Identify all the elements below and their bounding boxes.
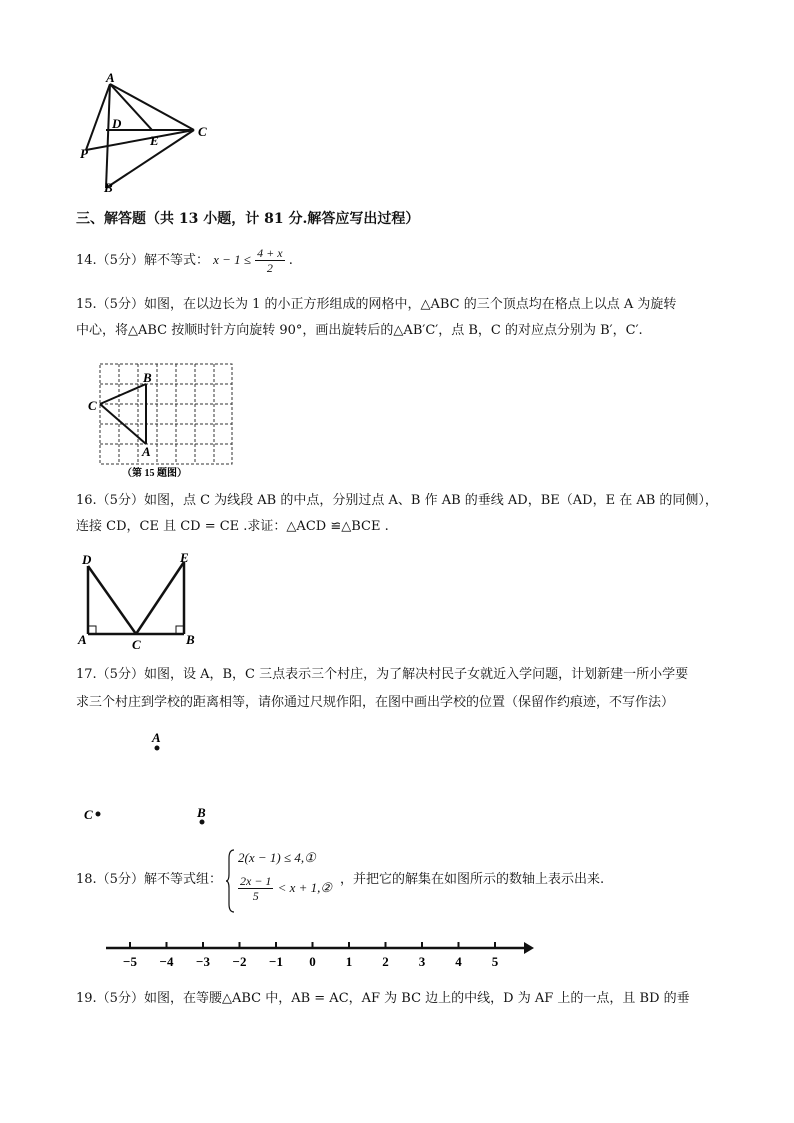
label-A: A (106, 70, 115, 85)
question-17-line-1: 17.（5分）如图，设 A，B，C 三点表示三个村庄，为了解决村民子女就近入学问题，计划新建一所小学要 (76, 667, 689, 682)
figure-q15-grid (86, 360, 238, 480)
brace (226, 848, 236, 914)
point-B (200, 820, 205, 825)
figure-q17 (80, 726, 230, 830)
question-14 (76, 246, 293, 275)
label-B: B (143, 370, 152, 385)
axis-tick-label: 0 (309, 954, 316, 969)
label-P: P (80, 146, 88, 161)
question-16-line-1: 16.（5分）如图，点 C 为线段 AB 的中点，分别过点 A、B 作 AB 的垂线 AD，BE（AD，E 在 AB 的同侧）， (76, 493, 718, 508)
question-17-line-2: 求三个村庄到学校的距离相等，请你通过尺规作阳，在图中画出学校的位置（保留作约痕迹，不写作法） (76, 695, 675, 710)
label-E: E (150, 133, 159, 148)
q18-inequality-1: 2(x − 1) ≤ 4,① (238, 850, 316, 865)
question-15-line-1: 15.（5分）如图，在以边长为 1 的小正方形组成的网格中，△ABC 的三个顶点均在格点上以点 A 为旋转 (76, 297, 677, 312)
q18-frac-num: 2x − 1 (240, 874, 272, 888)
axis-tick-label: −1 (269, 954, 283, 969)
label-C: C (84, 807, 93, 822)
label-B: B (186, 632, 195, 647)
axis-tick-label: 2 (382, 954, 389, 969)
label-D: D (82, 552, 92, 567)
q14-frac-den: 2 (266, 261, 273, 275)
q14-prefix: 14.（5分）解不等式： (76, 253, 209, 268)
label-C: C (88, 398, 97, 413)
q18-ineq2-rhs: < x + 1,② (277, 880, 333, 895)
number-line (100, 936, 540, 976)
label-E: E (180, 550, 189, 565)
label-D: D (112, 116, 122, 131)
axis-tick-label: 4 (455, 954, 462, 969)
q18-inequality-2 (238, 874, 332, 903)
q14-lhs: x − 1 ≤ (213, 252, 252, 267)
question-18 (76, 846, 716, 916)
axis-tick-label: 3 (418, 954, 426, 969)
axis-tick-label: 1 (345, 954, 353, 969)
axis-tick-label: −4 (159, 954, 174, 969)
axis-tick-label: 5 (491, 954, 499, 969)
figure-q13 (70, 70, 230, 200)
label-B: B (197, 805, 206, 820)
axis-tick-label: −2 (232, 954, 247, 969)
figure-q16 (74, 550, 204, 650)
section-heading: 三、解答题（共 13 小题，计 81 分.解答应写出过程） (76, 211, 420, 227)
q14-suffix: . (288, 253, 293, 268)
q18-frac (238, 874, 273, 903)
question-19-line-1: 19.（5分）如图，在等腰△ABC 中，AB = AC，AF 为 BC 边上的中线，D 为 AF 上的一点，且 BD 的垂 (76, 991, 690, 1006)
axis-tick-label: −3 (196, 954, 210, 969)
point-A (155, 746, 160, 751)
label-A: A (152, 730, 161, 745)
axis-tick-label: −5 (123, 954, 137, 969)
q18-frac-den: 5 (252, 889, 259, 903)
label-A: A (78, 632, 87, 647)
label-A: A (142, 444, 151, 459)
q18-suffix: ，并把它的解集在如图所示的数轴上表示出来. (340, 872, 605, 887)
q14-frac-num: 4 + x (257, 246, 283, 260)
question-16-line-2: 连接 CD，CE 且 CD = CE .求证：△ACD ≌△BCE . (76, 519, 389, 534)
q14-fraction (255, 246, 284, 275)
label-C: C (132, 637, 141, 650)
label-B: B (104, 180, 113, 195)
label-C: C (198, 124, 207, 139)
point-C (96, 812, 101, 817)
q18-prefix: 18.（5分）解不等式组： (76, 872, 222, 887)
question-15-line-2: 中心，将△ABC 按顺时针方向旋转 90°，画出旋转后的△AB′C′，点 B，C 的对应点分别为 B′，C′. (76, 323, 643, 338)
figure-caption: （第 15 题图） (122, 468, 187, 479)
